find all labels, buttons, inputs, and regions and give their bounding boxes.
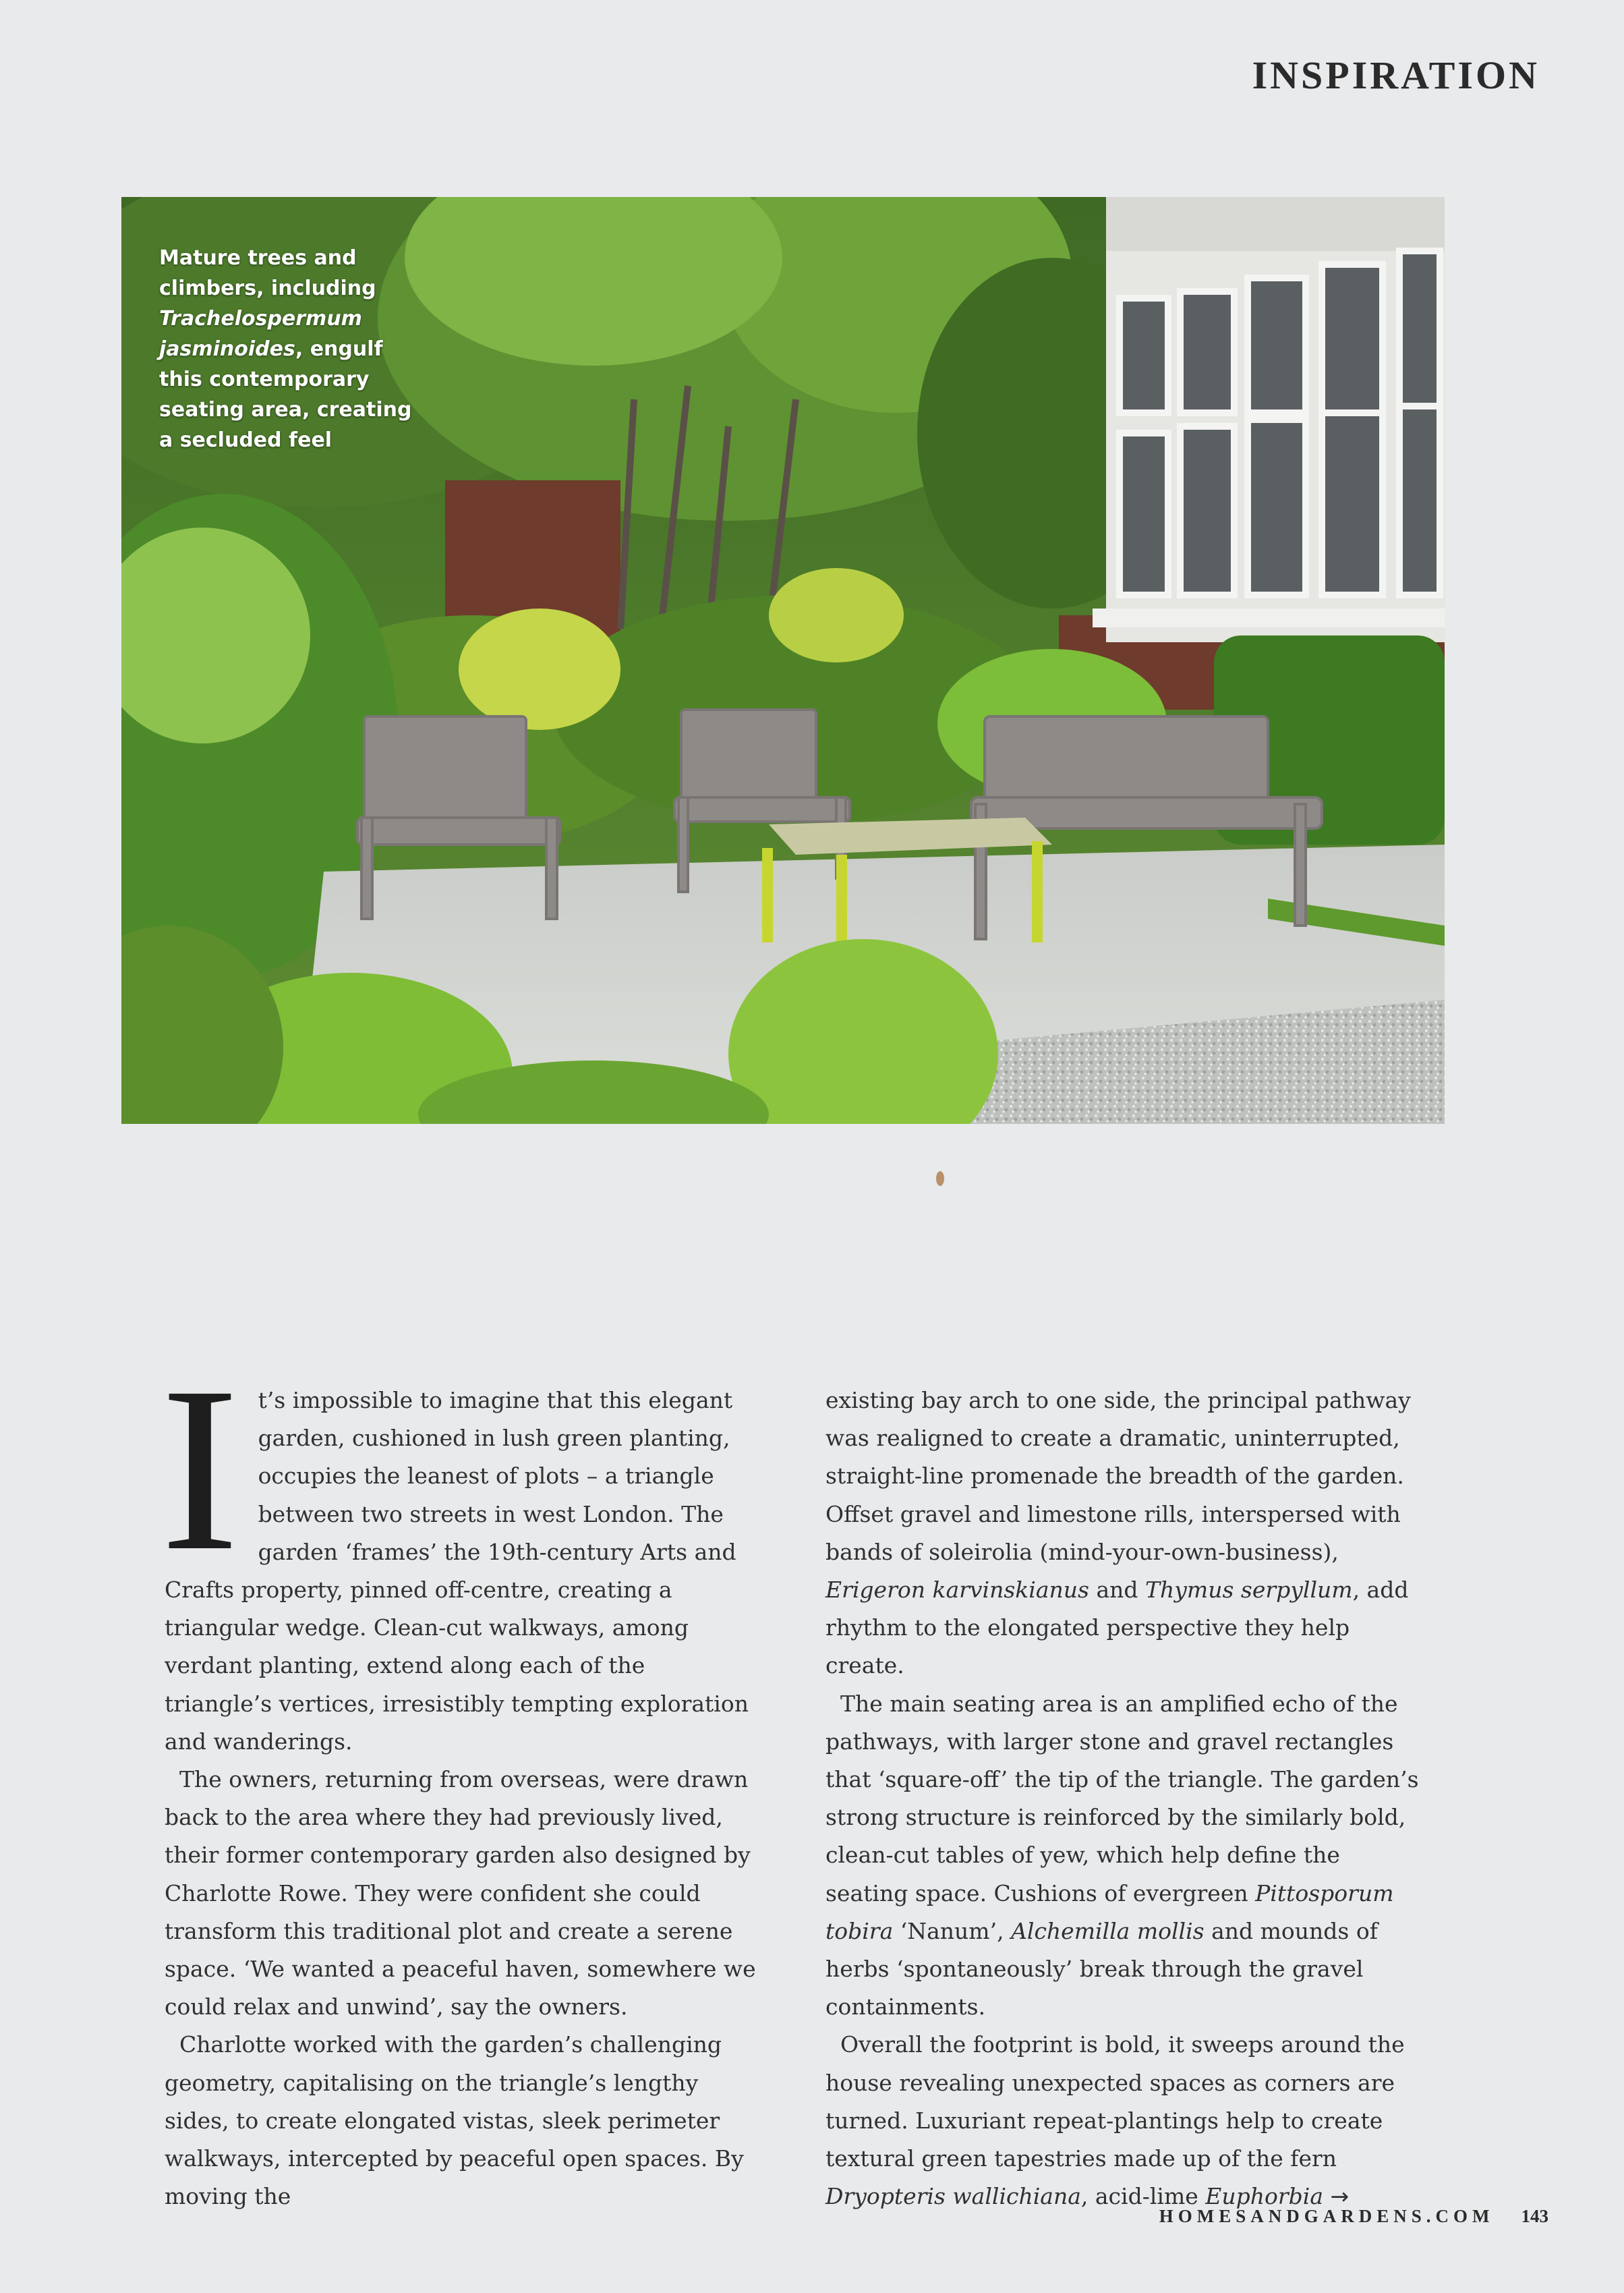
plant-name: Pittosporum tobira [825, 1879, 1394, 1944]
paragraph-4 [825, 1382, 1419, 1685]
page-number: 143 [1521, 2206, 1548, 2226]
paragraph-1 [161, 1338, 758, 1761]
paragraph-5 [825, 1685, 1419, 2027]
plant-name: Alchemilla mollis [1011, 1917, 1205, 1944]
plant-name: Dryopteris wallichiana [825, 2183, 1081, 2210]
text-run: , acid-lime [1080, 2183, 1206, 2210]
text-run: and mounds of herbs ‘spontaneously’ break through the gravel containments. [825, 1917, 1378, 2020]
caption-text-1: Mature trees and climbers, including [159, 246, 376, 300]
plant-name: Thymus serpyllum [1145, 1577, 1353, 1604]
caption-plant-name: Trachelospermum jasminoides [159, 307, 362, 361]
caption-text-2: , engulf this contemporary seating area, creating a secluded feel [159, 337, 412, 452]
drop-cap: I [161, 1338, 239, 1600]
text-run: ‘Nanum’, [893, 1917, 1012, 1944]
text-run: Overall the footprint is bold, it sweeps around the house revealing unexpected spaces as corners are turned. Luxuriant repeat-plantings help to create textural green tapestries made up of the fern [825, 2031, 1405, 2172]
text-run: The main seating area is an amplified echo of the pathways, with larger stone and gravel rectangles that ‘square-off’ the tip of the triangle. The garden’s strong structure is reinforced by the similarly bold, clean-cut tables of yew, which help define the seating space. Cushions of evergreen [825, 1690, 1419, 1906]
plant-name: Euphorbia [1205, 2183, 1323, 2210]
photo-caption [159, 243, 415, 455]
text-run: existing bay arch to one side, the principal pathway was realigned to create a dramatic, uninterrupted, straight-line promenade the breadth of the garden. Offset gravel and limestone rills, interspersed with bands of soleirolia (mind-your-own-business), [825, 1387, 1411, 1565]
garden-photo [121, 197, 1445, 1124]
text-run: and [1089, 1577, 1146, 1604]
article-column-right [825, 1382, 1419, 2215]
paragraph-2: The owners, returning from overseas, were drawn back to the area where they had previously lived, their former contemporary garden also designed by Charlotte Rowe. They were confident she could transform this traditional plot and create a serene space. ‘We wanted a peaceful haven, somewhere we could relax and unwind’, say the owners. [165, 1766, 756, 2020]
paragraph-6 [825, 2026, 1419, 2215]
page-footer [1159, 2206, 1548, 2227]
text-run: , add rhythm to the elongated perspective they help create. [825, 1577, 1409, 1679]
website-url: HOMESANDGARDENS.COM [1159, 2206, 1495, 2226]
paragraph-1-text: t’s impossible to imagine that this elegant garden, cushioned in lush green planting, occupies the leanest of plots – a triangle between two streets in west London. The garden ‘frames’ the 19th-century Arts and Crafts property, pinned off-centre, creating a triangular wedge. Clean-cut walkways, among verdant planting, extend along each of the triangle’s vertices, irresistibly tempting exploration and wanderings. [165, 1387, 749, 1755]
continue-arrow-icon: → [1323, 2183, 1350, 2210]
print-blemish [936, 1171, 944, 1186]
article-column-left [161, 1338, 758, 2215]
plant-name: Erigeron karvinskianus [825, 1577, 1089, 1604]
paragraph-3: Charlotte worked with the garden’s challenging geometry, capitalising on the triangle’s lengthy sides, to create elongated vistas, sleek perimeter walkways, intercepted by peaceful open spaces. By moving the [165, 2031, 744, 2210]
section-title: INSPIRATION [1252, 53, 1540, 97]
